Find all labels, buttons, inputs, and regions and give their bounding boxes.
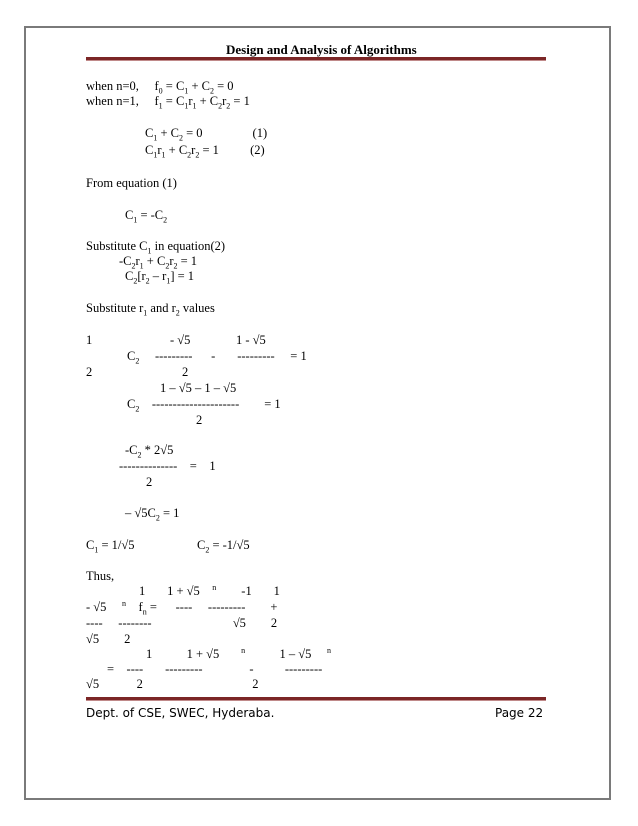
text-line: – $√5C_2 = 1$ xyxy=(125,506,180,523)
text-line: 1 1 + √5 $^n$ -1 1 xyxy=(139,582,280,598)
text-line: 1 1 + √5 $^n$ 1 – √5 $^n$ xyxy=(146,645,332,661)
text-line: = ---- --------- - --------- xyxy=(107,662,323,676)
text-line: 2 xyxy=(196,413,203,427)
text-line: when n=1, $f_1 = C_1r_1 + C_2r_2 = 1$ xyxy=(86,94,250,111)
text-line: 1 - √5 xyxy=(236,333,266,347)
text-line: 2 xyxy=(146,475,153,489)
text-line: $C_2[r_2 - r_1] = 1$ xyxy=(125,269,195,286)
text-line: $-C_2 * 2√5$ xyxy=(125,443,174,460)
footer-page-number: Page 22 xyxy=(495,706,544,720)
text-line: Substitute $C_1$ in equation(2) xyxy=(86,239,226,256)
text-line: 2 xyxy=(182,365,189,379)
text-line: 2 xyxy=(86,365,93,379)
text-line: Substitute $r_1$ and $r_2$ values xyxy=(86,301,215,318)
text-line: From equation (1) xyxy=(86,176,177,190)
text-line: - √5 xyxy=(170,333,191,347)
text-line: $C_1 + C_2 = 0$ (1) xyxy=(145,126,268,143)
text-line: - √5 $^n$ $f_n$ = ---- --------- + xyxy=(86,598,278,617)
text-line: 1 xyxy=(86,333,93,347)
text-line: $C_2$ --------------------- = 1 xyxy=(127,397,281,414)
text-line: ---- -------- √5 2 xyxy=(86,616,278,630)
header-rule xyxy=(86,57,546,61)
text-line: $-C_2r_1 + C_2r_2 = 1$ xyxy=(119,254,198,271)
text-line: 1 – √5 – 1 – √5 xyxy=(160,381,237,395)
text-line: √5 2 2 xyxy=(86,677,259,691)
text-line: $C_2$ --------- - --------- = 1 xyxy=(127,349,307,366)
text-line: when n=0, $f_0 = C_1 + C_2 = 0$ xyxy=(86,79,234,96)
text-line: $C_1 = 1/√5$ $C_2 = -1/√5$ xyxy=(86,538,250,555)
text-line: -------------- = 1 xyxy=(119,459,216,473)
text-line: $C_1 = -C_2$ xyxy=(125,208,168,225)
text-line: $C_1r_1 + C_2r_2 = 1$ (2) xyxy=(145,143,265,160)
text-line: Thus, xyxy=(86,569,115,583)
footer-rule xyxy=(86,697,546,701)
page-header-title: Design and Analysis of Algorithms xyxy=(226,42,417,57)
footer-dept: Dept. of CSE, SWEC, Hyderaba. xyxy=(86,706,275,720)
text-line: √5 2 xyxy=(86,632,131,646)
